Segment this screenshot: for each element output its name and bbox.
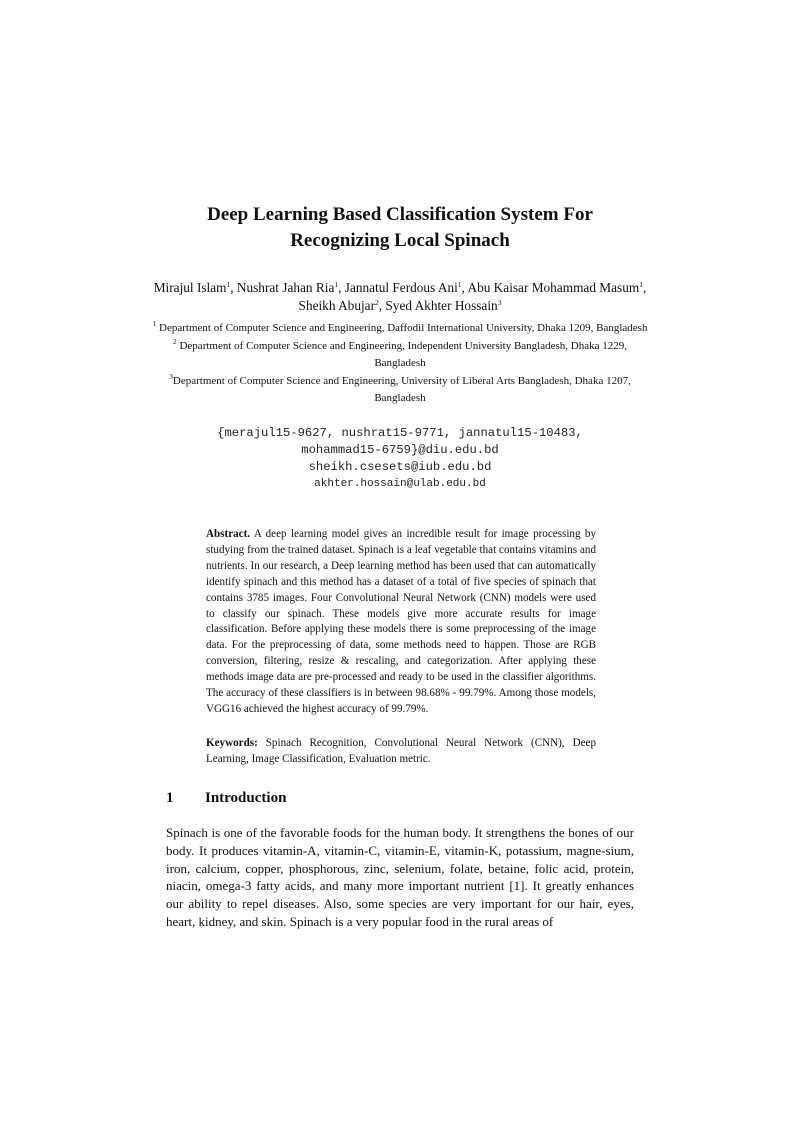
keywords-label: Keywords: bbox=[206, 737, 258, 749]
author-affil-mark: 1 bbox=[226, 280, 231, 289]
email-line-4: akhter.hossain@ulab.edu.bd bbox=[314, 478, 486, 490]
section-number: 1 bbox=[166, 790, 174, 806]
author-affil-mark: 2 bbox=[375, 298, 379, 307]
affiliation-3 bbox=[150, 373, 650, 408]
email-block bbox=[150, 425, 650, 493]
keywords bbox=[206, 736, 596, 768]
author-affil-mark: 1 bbox=[639, 280, 643, 289]
paper-title bbox=[100, 202, 700, 254]
keywords-text: Spinach Recognition, Convolutional Neural Network (CNN), Deep Learning, Image Classification, Evaluation metric. bbox=[206, 737, 596, 765]
abstract-text: A deep learning model gives an incredible result for image processing by studying from the trained dataset. Spinach is a leaf vegetable that contains vitamins and nutrients. In our research, a Deep learning method has been used that can automatically identify spinach and this method has a dataset of a total of five species of spinach that contains 3785 images. Four Convolutional Neural Network (CNN) models were used to classify our spinach. These models give more accurate results for image classification. Before applying these models there is some preprocessing of the image data. For the preprocessing of data, some methods need to happen. Those are RGB conversion, filtering, resize & rescaling, and categorization. After applying these methods image data are pre-processed and ready to be used in the classifier algorithms. The accuracy of these classifiers is in between 98.68% - 99.79%. Among those models, VGG16 achieved the highest accuracy of 99.79%. bbox=[206, 528, 596, 715]
author-name: , Sheikh Abujar bbox=[298, 280, 647, 313]
intro-paragraph: Spinach is one of the favorable foods for the human body. It strengthens the bones of our body. It produces vitamin-A, vitamin-C, vitamin-E, vitamin-K, potassium, magne-sium, iron, calcium, copper, phosphorous, zinc, selenium, folate, betaine, folic acid, protein, niacin, omega-3 fatty acids, and many more important nutrient [1]. It greatly enhances our ability to repel diseases. Also, some species are very important for our hair, eyes, heart, kidney, and skin. Spinach is a very popular food in the rural areas of bbox=[166, 825, 634, 929]
author-affil-mark: 1 bbox=[457, 280, 462, 289]
section-heading bbox=[166, 788, 286, 808]
author-name: Mirajul Islam bbox=[153, 280, 227, 295]
affiliation-1 bbox=[150, 320, 650, 338]
email-line-2: mohammad15-6759}@diu.edu.bd bbox=[301, 443, 499, 457]
affiliation-mark: 1 bbox=[152, 319, 157, 328]
author-list bbox=[150, 279, 650, 315]
author-name: , Abu Kaisar Mohammad Masum bbox=[461, 280, 640, 295]
affiliation-text: Department of Computer Science and Engineering, Independent University Bangladesh, Dhaka 1229, Bangladesh bbox=[176, 339, 627, 369]
author-name: , Syed Akhter Hossain bbox=[378, 298, 498, 313]
author-name: , Jannatul Ferdous Ani bbox=[338, 280, 458, 295]
author-name: , Nushrat Jahan Ria bbox=[230, 280, 335, 295]
abstract-label: Abstract. bbox=[206, 528, 251, 540]
affiliation-text: Department of Computer Science and Engineering, Daffodil International University, Dhaka 1209, Bangladesh bbox=[156, 322, 648, 334]
title-line-2: Recognizing Local Spinach bbox=[290, 230, 510, 251]
affiliation-2 bbox=[150, 338, 650, 373]
email-line-1: {merajul15-9627, nushrat15-9771, jannatul15-10483, bbox=[217, 426, 583, 440]
author-affil-mark: 1 bbox=[334, 280, 339, 289]
affiliation-list bbox=[150, 320, 650, 408]
abstract bbox=[206, 527, 596, 718]
title-line-1: Deep Learning Based Classification System For bbox=[207, 204, 593, 225]
affiliation-mark: 3 bbox=[169, 371, 173, 381]
affiliation-mark: 2 bbox=[172, 336, 177, 346]
email-line-3: sheikh.csesets@iub.edu.bd bbox=[308, 460, 492, 474]
author-affil-mark: 3 bbox=[497, 298, 502, 307]
section-title: Introduction bbox=[205, 790, 287, 806]
affiliation-text: Department of Computer Science and Engineering, University of Liberal Arts Bangladesh, Dhaka 1207, Bangladesh bbox=[172, 374, 631, 404]
